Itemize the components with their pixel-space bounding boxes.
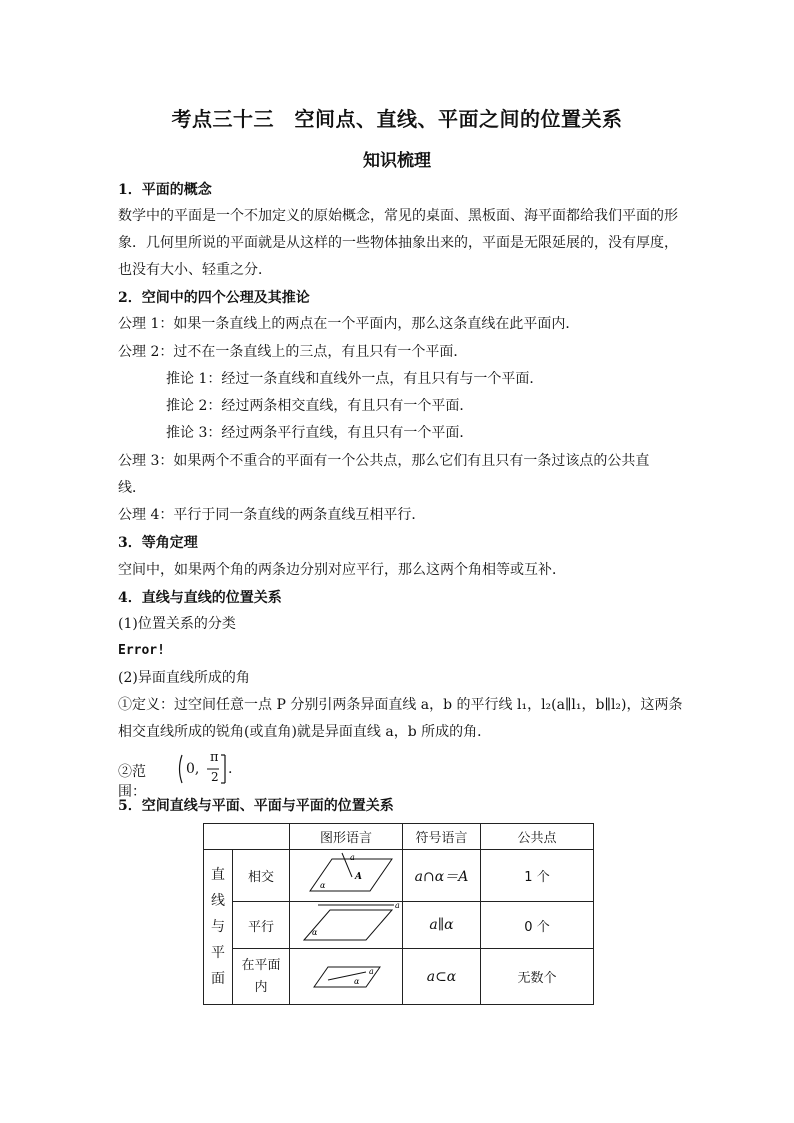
axiom-1: 公理 1：如果一条直线上的两点在一个平面内，那么这条直线在此平面内． [118,316,580,332]
figure-cell [290,949,403,1005]
figure-label: a [350,852,355,862]
section-1-heading: 1．平面的概念 [118,182,212,198]
table-row [204,949,594,1005]
symbol-cell: a⊂α [403,949,481,1005]
line-parallel-plane-figure [292,902,400,944]
symbol-cell: a∩α＝A [403,850,481,902]
group-char: 线 [211,893,225,909]
definition-line: 相交直线所成的锐角(或直角)就是异面直线 a，b 所成的角． [118,724,492,740]
position-relation-table [203,823,594,1005]
group-label [204,850,233,1005]
row-name: 相交 [233,850,290,902]
table-header: 符号语言 [403,824,481,850]
table-row [204,850,594,902]
figure-label: α [320,880,326,890]
table-header: 图形语言 [290,824,403,850]
subsection-skew-angle: (2)异面直线所成的角 [118,670,250,686]
table-header-row [204,824,594,850]
section-subtitle: 知识梳理 [363,151,431,171]
figure-label: α [312,928,318,937]
corollary-1: 推论 1：经过一条直线和直线外一点，有且只有与一个平面． [166,371,544,387]
corollary-2: 推论 2：经过两条相交直线，有且只有一个平面． [166,398,474,414]
subsection-classification: (1)位置关系的分类 [118,616,236,632]
group-char: 面 [211,971,225,987]
group-char: 直 [211,867,225,883]
section-1-paragraph-line: 数学中的平面是一个不加定义的原始概念，常见的桌面、黑板面、海平面都给我们平面的形 [118,208,678,224]
group-char: 平 [211,945,225,961]
table-corner-cell [204,824,290,850]
figure-cell [290,850,403,902]
section-5-heading: 5．空间直线与平面、平面与平面的位置关系 [118,798,394,814]
figure-label: A [355,871,362,882]
row-name [233,949,290,1005]
range-end: . [228,761,233,777]
table-header: 公共点 [481,824,594,850]
section-1-paragraph-line: 象．几何里所说的平面就是从这样的一些物体抽象出来的，平面是无限延展的，没有厚度， [118,235,678,251]
range-denominator: 2 [211,770,219,784]
line-in-plane-figure [294,954,398,996]
axiom-3: 公理 3：如果两个不重合的平面有一个公共点，那么它们有且只有一条过该点的公共直 [118,453,650,469]
axiom-3-cont: 线． [118,480,146,496]
axiom-4: 公理 4：平行于同一条直线的两条直线互相平行． [118,507,426,523]
row-name: 平行 [233,902,290,949]
error-text: Error! [118,643,165,658]
section-4-heading: 4．直线与直线的位置关系 [118,590,282,606]
corollary-3: 推论 3：经过两条平行直线，有且只有一个平面． [166,425,474,441]
common-points-cell: 0 个 [481,902,594,949]
page-title: 考点三十三 空间点、直线、平面之间的位置关系 [171,107,623,131]
definition-line: ①定义：过空间任意一点 P 分别引两条异面直线 a，b 的平行线 l₁，l₂(a∥l₁，b∥l₂)，这两条 [118,697,683,713]
range-label: ②范围： [118,764,146,800]
line-intersects-plane-figure [294,851,398,897]
section-3-heading: 3．等角定理 [118,535,198,551]
axiom-2: 公理 2：过不在一条直线上的三点，有且只有一个平面． [118,344,468,360]
table-row [204,902,594,949]
symbol-cell: a∥α [403,902,481,949]
range-lower: 0, [186,761,200,777]
figure-label: a [369,966,374,976]
figure-cell [290,902,403,949]
group-char: 与 [211,919,225,935]
common-points-cell: 1 个 [481,850,594,902]
section-2-heading: 2．空间中的四个公理及其推论 [118,290,310,306]
section-3-paragraph: 空间中，如果两个角的两条边分别对应平行，那么这两个角相等或互补． [118,562,566,578]
figure-label: α [354,976,360,986]
range-numerator: π [210,750,219,765]
row-name-part: 在平面 [241,957,281,973]
section-1-paragraph-line: 也没有大小、轻重之分． [118,262,272,278]
common-points-cell: 无数个 [481,949,594,1005]
figure-label: a [395,902,400,910]
row-name-part: 内 [254,979,268,995]
